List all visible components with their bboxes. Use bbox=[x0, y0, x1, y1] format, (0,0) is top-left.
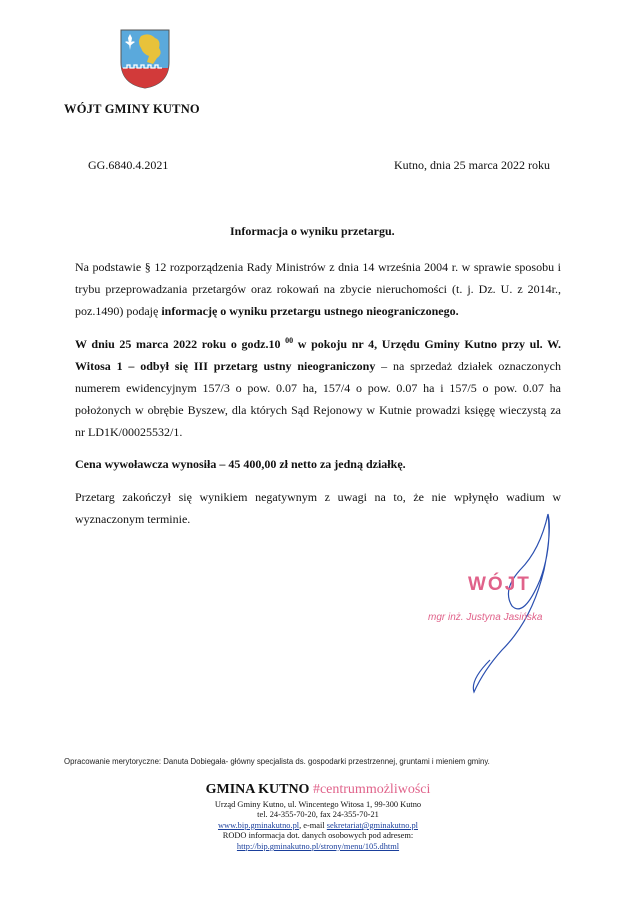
footer-rodo-note: RODO informacja dot. danych osobowych pod adresem: bbox=[222, 831, 414, 840]
signature-title: WÓJT bbox=[468, 574, 531, 595]
footer-contacts bbox=[0, 821, 636, 832]
reference-number: GG.6840.4.2021 bbox=[88, 158, 169, 172]
coat-of-arms-logo bbox=[119, 28, 171, 90]
footer-tagline: #centrummożliwości bbox=[312, 782, 431, 797]
prepared-by-note: Opracowanie merytoryczne: Danuta Dobiegała- główny specjalista ds. gospodarki przestrzennej, gruntami i mieniem gminy. bbox=[64, 757, 490, 766]
footer-org-title bbox=[0, 782, 636, 798]
footer-phones: tel. 24-355-70-20, fax 24-355-70-21 bbox=[257, 810, 379, 819]
issuer-title: WÓJT GMINY KUTNO bbox=[64, 102, 200, 116]
auction-date-bold: W dniu 25 marca 2022 roku o godz.10 bbox=[75, 337, 286, 351]
time-superscript: 00 bbox=[285, 336, 294, 345]
signature-name: mgr inż. Justyna Jasińska bbox=[428, 612, 543, 623]
paragraph-result: Przetarg zakończył się wynikiem negatywnym z uwagi na to, że nie wpłynęło wadium w wyznaczonym terminie. bbox=[75, 490, 561, 526]
paragraph-price: Cena wywoławcza wynosiła – 45 400,00 zł netto za jedną działkę. bbox=[75, 457, 406, 471]
rodo-link[interactable]: http://bip.gminakutno.pl/strony/menu/105.dhtml bbox=[236, 842, 400, 851]
place-and-date: Kutno, dnia 25 marca 2022 roku bbox=[394, 158, 550, 172]
document-heading: Informacja o wyniku przetargu. bbox=[230, 224, 395, 238]
legal-basis-text: Na podstawie § 12 rozporządzenia Rady Ministrów z dnia 14 września 2004 r. w sprawie sposobu i trybu przeprowadzania przetargów oraz rokowań na zbycie nieruchomości (t. j. Dz. U. z 2014r., poz.1490) podaję bbox=[75, 260, 561, 318]
footer-org-name: GMINA KUTNO bbox=[205, 782, 310, 797]
bip-link[interactable]: www.bip.gminakutno.pl bbox=[217, 821, 300, 830]
footer-address: Urząd Gminy Kutno, ul. Wincentego Witosa 1, 99-300 Kutno bbox=[214, 800, 422, 809]
legal-basis-bold: informację o wyniku przetargu ustnego nieograniczonego. bbox=[161, 304, 459, 318]
footer-rodo-link-row bbox=[0, 842, 636, 853]
paragraph-auction-details bbox=[75, 330, 561, 443]
handwritten-signature bbox=[440, 510, 580, 700]
paragraph-legal-basis bbox=[75, 256, 561, 322]
email-link[interactable]: sekretariat@gminakutno.pl bbox=[326, 821, 418, 830]
email-label: , e-mail bbox=[299, 821, 327, 830]
auction-location-bold: w pokoju nr 4, Urzędu Gminy Kutno przy ul. W. Witosa 1 – odbył się III przetarg ustny nieograniczony bbox=[75, 337, 561, 373]
auction-details-text: – na sprzedaż działek oznaczonych numerem ewidencyjnym 157/3 o pow. 0.07 ha, 157/4 o pow. 0.07 ha i 157/5 o pow. 0.07 ha położonych w obrębie Byszew, dla których Sąd Rejonowy w Kutnie prowadzi księgę wieczystą za nr LD1K/00025532/1. bbox=[75, 359, 561, 439]
